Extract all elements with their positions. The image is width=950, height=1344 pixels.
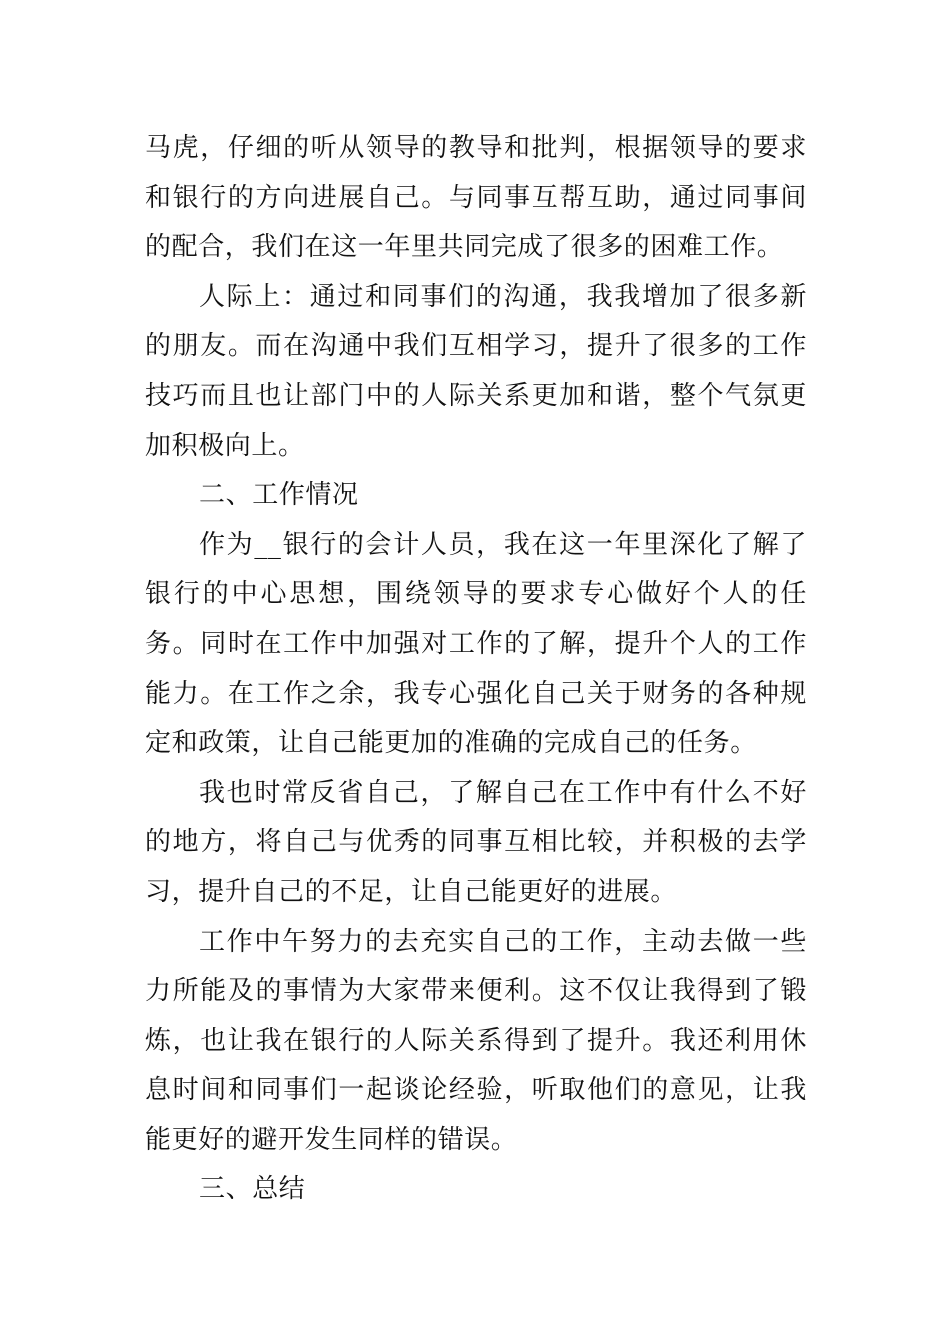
document-body	[145, 124, 807, 1215]
paragraph-self-reflection: 我也时常反省自己，了解自己在工作中有什么不好的地方，将自己与优秀的同事互相比较，并积极的去学习，提升自己的不足，让自己能更好的进展。	[145, 777, 807, 907]
section-heading-work-situation: 二、工作情况	[199, 480, 359, 511]
paragraph-extra-effort: 工作中午努力的去充实自己的工作，主动去做一些力所能及的事情为大家带来便利。这不仅让我得到了锻炼，也让我在银行的人际关系得到了提升。我还利用休息时间和同事们一起谈论经验，听取他们的意见，让我能更好的避开发生同样的错误。	[145, 926, 807, 1155]
paragraph-accounting-role: 作为__银行的会计人员，我在这一年里深化了解了银行的中心思想，围绕领导的要求专心做好个人的任务。同时在工作中加强对工作的了解，提升个人的工作能力。在工作之余，我专心强化自己关于财务的各种规定和政策，让自己能更加的准确的完成自己的任务。	[145, 529, 807, 759]
paragraph-interpersonal: 人际上：通过和同事们的沟通，我我增加了很多新的朋友。而在沟通中我们互相学习，提升了很多的工作技巧而且也让部门中的人际关系更加和谐，整个气氛更加积极向上。	[145, 281, 807, 461]
section-heading-summary: 三、总结	[199, 1174, 306, 1205]
paragraph-work-attitude: 马虎，仔细的听从领导的教导和批判，根据领导的要求和银行的方向进展自己。与同事互帮互助，通过同事间的配合，我们在这一年里共同完成了很多的困难工作。	[145, 133, 807, 263]
